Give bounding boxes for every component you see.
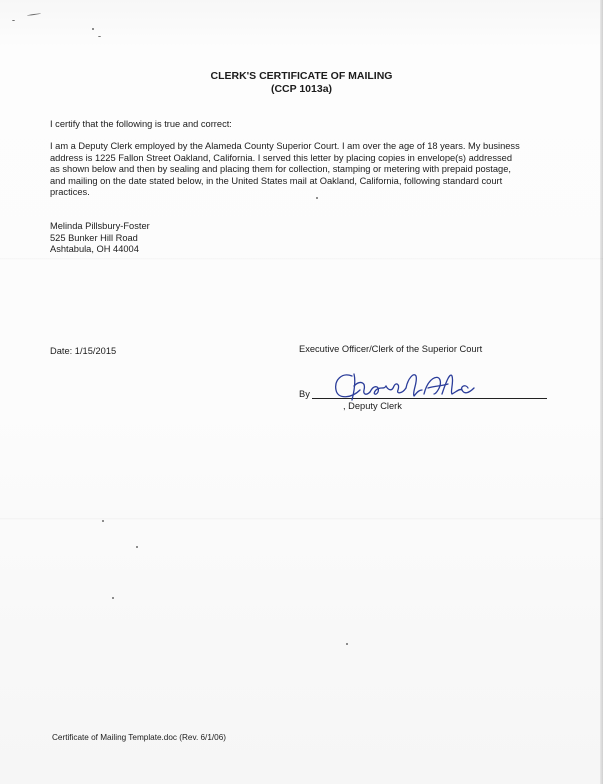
- scan-speck: [346, 643, 348, 645]
- scan-speck: [136, 546, 138, 548]
- body-line: as shown below and then by sealing and placing them for collection, stamping or metering with prepaid postage,: [50, 164, 511, 175]
- scan-speck: [92, 28, 94, 30]
- scan-speck: [27, 13, 41, 16]
- deputy-clerk-label: , Deputy Clerk: [343, 401, 402, 411]
- certify-statement: I certify that the following is true and correct:: [50, 119, 232, 129]
- template-footer: Certificate of Mailing Template.doc (Rev. 6/1/06): [52, 733, 226, 742]
- paper-fold-line: [0, 518, 603, 520]
- document-subtitle: (CCP 1013a): [270, 83, 333, 95]
- body-line: address is 1225 Fallon Street Oakland, California. I served this letter by placing copies in envelope(s) addressed: [50, 152, 512, 163]
- scan-speck: [102, 520, 104, 522]
- mailing-date: Date: 1/15/2015: [50, 346, 117, 356]
- by-label: By: [299, 389, 310, 399]
- scan-speck: [12, 20, 15, 21]
- recipient-city: Ashtabula, OH 44004: [50, 244, 139, 255]
- recipient-street: 525 Bunker Hill Road: [50, 232, 138, 243]
- body-line: practices.: [50, 187, 90, 198]
- scan-speck: [316, 197, 318, 199]
- recipient-name: Melinda Pillsbury-Foster: [50, 221, 150, 231]
- scan-speck: [112, 597, 114, 599]
- body-line: and mailing on the date stated below, in the United States mail at Oakland, California, following standard court: [50, 175, 503, 186]
- document-title: CLERK'S CERTIFICATE OF MAILING: [210, 70, 393, 82]
- officer-title: Executive Officer/Clerk of the Superior Court: [299, 344, 483, 354]
- body-line: I am a Deputy Clerk employed by the Alameda County Superior Court. I am over the age of 18 years. My business: [50, 141, 520, 151]
- paper-fold-line: [0, 258, 603, 260]
- scan-speck: [98, 36, 101, 37]
